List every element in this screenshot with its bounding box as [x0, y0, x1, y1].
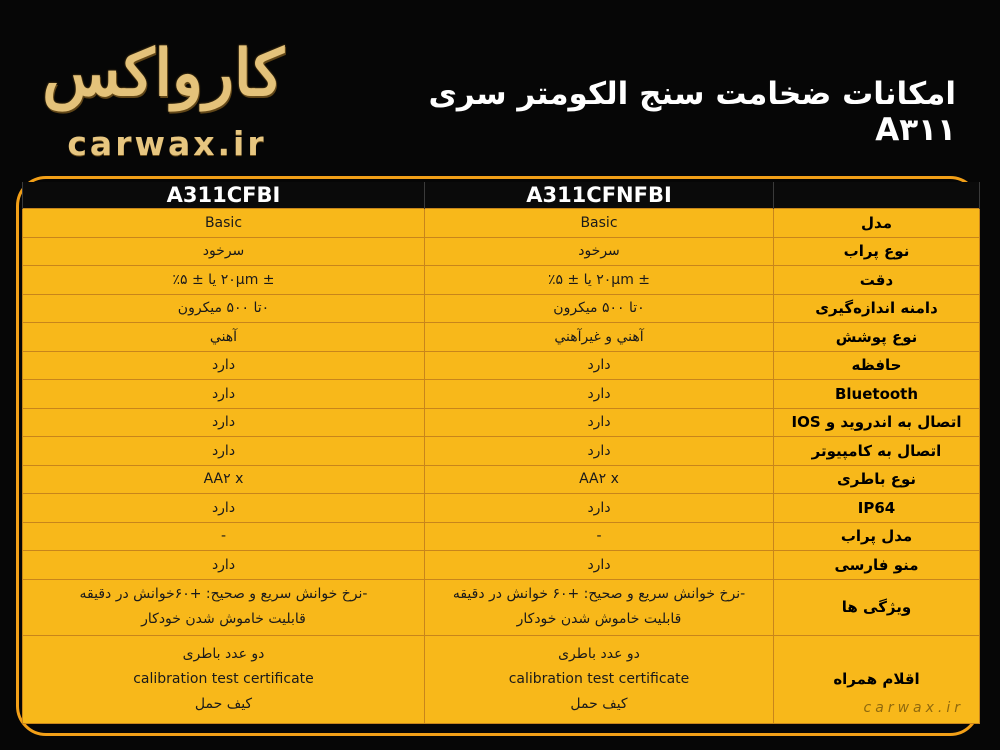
cell-col2: ۰تا ۵۰۰ میکرون	[425, 294, 774, 323]
row-label: منو فارسی	[774, 551, 980, 580]
accessories-col1-line: دو عدد باطری	[182, 645, 265, 662]
cell-col1: AA۲ x	[23, 465, 425, 494]
cell-col1: دارد	[23, 494, 425, 523]
cell-col1: -	[23, 522, 425, 551]
table-row	[23, 551, 980, 580]
cell-col1: دارد	[23, 437, 425, 466]
accessories-col2-line: دو عدد باطری	[558, 645, 640, 662]
table-row	[23, 237, 980, 266]
cell-col1: سرخود	[23, 237, 425, 266]
table-row	[23, 465, 980, 494]
accessories-col2-line: calibration test certificate	[508, 670, 690, 687]
table-row	[23, 635, 980, 723]
table-row	[23, 579, 980, 635]
brand-logo	[28, 24, 298, 164]
page-title: امکانات ضخامت سنج الکومتر سری A۳۱۱	[428, 76, 956, 148]
cell-col1: ۰تا ۵۰۰ میکرون	[23, 294, 425, 323]
spec-table-body	[23, 209, 980, 724]
accessories-col1-line: calibration test certificate	[133, 670, 314, 687]
table-row	[23, 522, 980, 551]
row-label: اتصال به اندروید و IOS	[774, 408, 980, 437]
accessories-col1-line: کیف حمل	[194, 695, 253, 712]
row-label: اقلام همراه	[774, 635, 980, 723]
cell-col2: دارد	[425, 408, 774, 437]
accessories-col2	[425, 635, 774, 723]
cell-col1: آهني	[23, 323, 425, 352]
cell-col2: دارد	[425, 437, 774, 466]
header-label	[774, 182, 980, 209]
row-label: مدل	[774, 209, 980, 238]
cell-col2: دارد	[425, 551, 774, 580]
header-col2: A311CFNFBI	[425, 182, 774, 209]
row-label: حافظه	[774, 351, 980, 380]
table-row	[23, 351, 980, 380]
row-label: دقت	[774, 266, 980, 295]
cell-col2: دارد	[425, 351, 774, 380]
features-col1-line: قابليت خاموش شدن خودكار	[141, 611, 306, 627]
cell-col1: دارد	[23, 408, 425, 437]
row-label: دامنه اندازه‌گیری	[774, 294, 980, 323]
cell-col2: -	[425, 522, 774, 551]
cell-col1: Basic	[23, 209, 425, 238]
table-row	[23, 494, 980, 523]
table-row	[23, 294, 980, 323]
cell-col2: دارد	[425, 494, 774, 523]
row-label: ویژگی ها	[774, 579, 980, 635]
row-label: نوع پوشش	[774, 323, 980, 352]
table-row	[23, 266, 980, 295]
table-row	[23, 437, 980, 466]
features-col1-line: -نرخ خوانش سریع و صحیح: +۶۰خوانش در دقیقه	[79, 586, 368, 602]
accessories-col2-line: کیف حمل	[570, 695, 628, 712]
cell-col2: ± ۲۰µm یا ± ۵٪	[425, 266, 774, 295]
cell-col2: دارد	[425, 380, 774, 409]
watermark: carwax.ir	[863, 700, 964, 716]
logo-site-name: carwax.ir	[67, 124, 267, 163]
row-label: Bluetooth	[774, 380, 980, 409]
row-label: اتصال به کامپیوتر	[774, 437, 980, 466]
features-col1	[23, 579, 425, 635]
accessories-col1	[23, 635, 425, 723]
table-row	[23, 209, 980, 238]
table-row	[23, 408, 980, 437]
cell-col1: دارد	[23, 551, 425, 580]
row-label: نوع باطری	[774, 465, 980, 494]
cell-col1: دارد	[23, 380, 425, 409]
cell-col2: AA۲ x	[425, 465, 774, 494]
logo-script-text: کارواکس	[42, 36, 284, 111]
row-label: مدل پراب	[774, 522, 980, 551]
cell-col1: دارد	[23, 351, 425, 380]
row-label: نوع پراب	[774, 237, 980, 266]
cell-col1: ± ۲۰µm یا ± ۵٪	[23, 266, 425, 295]
table-row	[23, 380, 980, 409]
features-col2-line: قابليت خاموش شدن خودكار	[516, 611, 682, 627]
cell-col2: سرخود	[425, 237, 774, 266]
spec-table	[22, 182, 980, 724]
header-col1: A311CFBI	[23, 182, 425, 209]
features-col2-line: -نرخ خوانش سریع و صحیح: +۶۰ خوانش در دقیقه	[452, 586, 746, 602]
row-label: IP64	[774, 494, 980, 523]
cell-col2: آهني و غيرآهني	[425, 323, 774, 352]
table-row	[23, 323, 980, 352]
features-col2	[425, 579, 774, 635]
cell-col2: Basic	[425, 209, 774, 238]
